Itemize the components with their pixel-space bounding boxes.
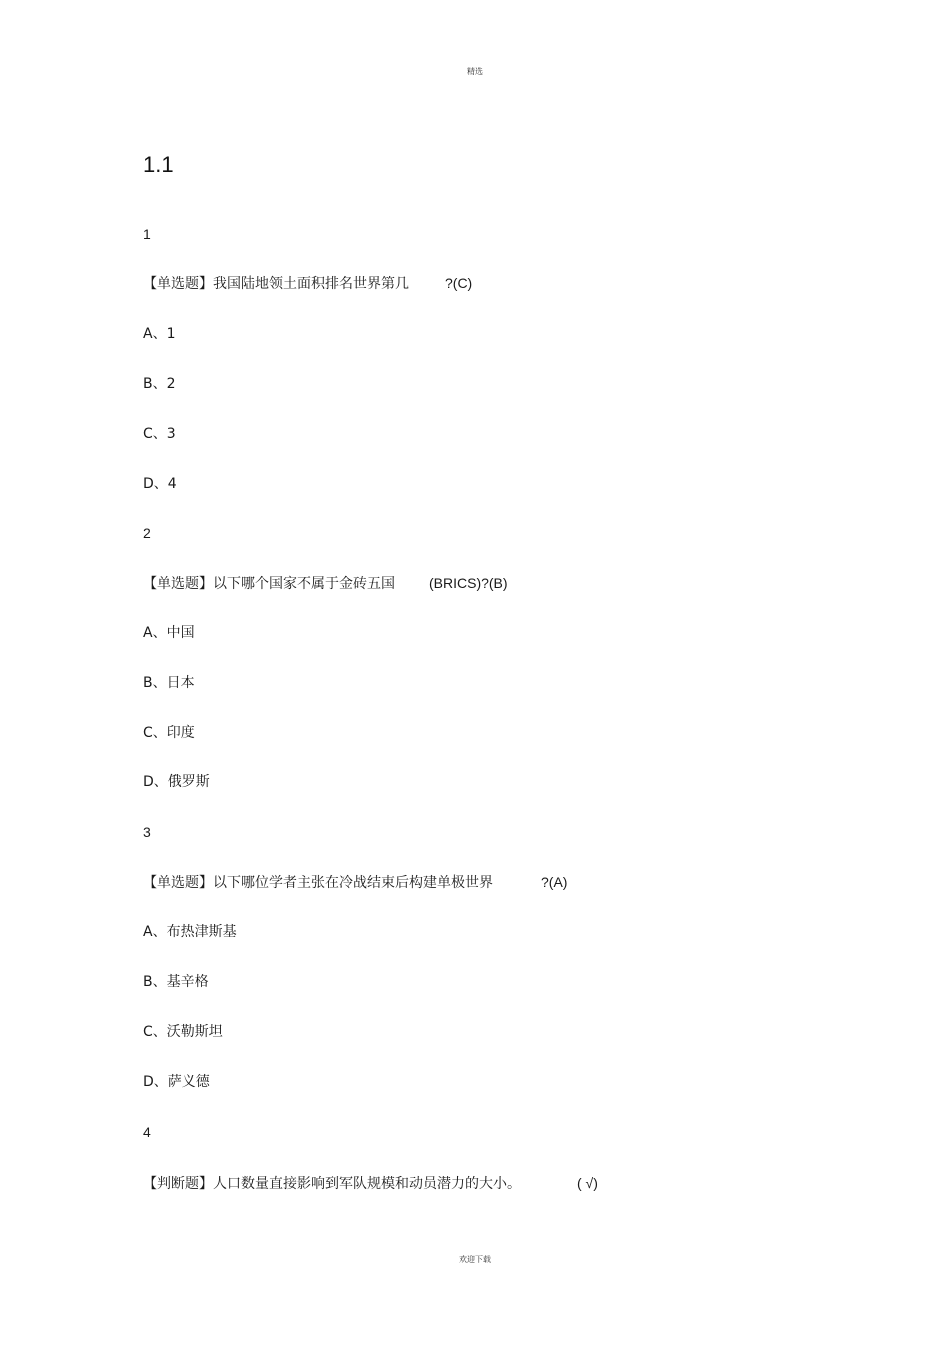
question-text: 【单选题】以下哪个国家不属于金砖五国 [143,576,395,592]
option-item: C、3 [143,426,176,442]
question-answer: ?(A) [541,874,568,890]
question-number: 3 [143,824,151,840]
question-stem [143,872,567,893]
option-item: B、基辛格 [143,974,209,990]
option-item: C、沃勒斯坦 [143,1024,223,1040]
question-stem [143,1173,598,1194]
page-header: 精选 [467,67,483,76]
question-text: 【单选题】以下哪位学者主张在冷战结束后构建单极世界 [143,875,493,891]
question-number: 4 [143,1124,151,1140]
option-item: D、俄罗斯 [143,774,210,790]
question-number: 1 [143,226,151,242]
option-item: A、1 [143,326,176,342]
question-stem [143,273,472,294]
option-item: B、2 [143,376,176,392]
option-item: C、印度 [143,725,195,741]
question-answer: (BRICS)?(B) [429,575,508,591]
question-stem [143,573,508,594]
option-item: A、布热津斯基 [143,924,237,940]
section-title: 1.1 [143,152,174,177]
option-item: D、4 [143,476,177,492]
option-item: A、中国 [143,625,195,641]
option-item: B、日本 [143,675,195,691]
question-number: 2 [143,525,151,541]
option-item: D、萨义德 [143,1074,210,1090]
question-answer: ( √) [577,1175,598,1191]
question-text: 【判断题】人口数量直接影响到军队规模和动员潜力的大小。 [143,1176,521,1192]
question-text: 【单选题】我国陆地领土面积排名世界第几 [143,276,409,292]
page-footer: 欢迎下载 [459,1255,491,1264]
question-answer: ?(C) [445,275,473,291]
